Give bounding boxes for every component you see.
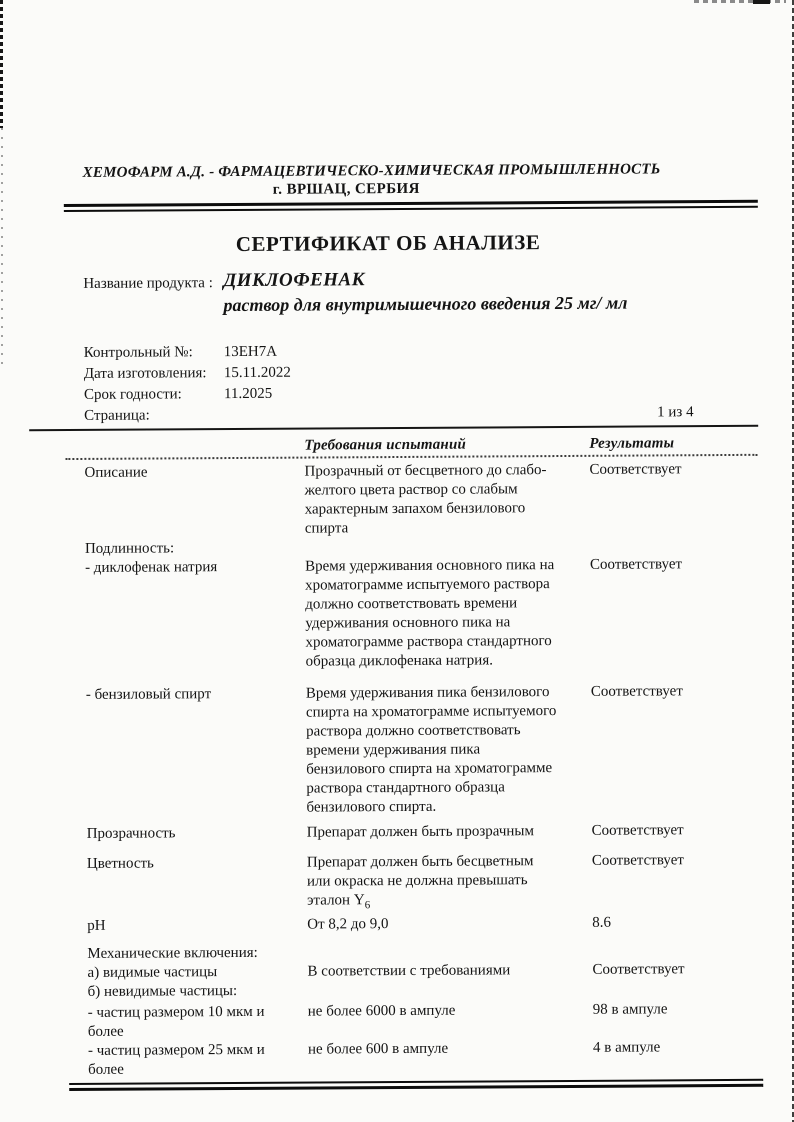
test-requirement: Препарат должен быть бесцветным или окраска не должна превышать эталон $Y_6$ [306,853,534,912]
test-name: Описание [84,464,148,481]
product-section [83,267,792,317]
page-row [84,402,744,427]
expiry-date-label: Срок годности: [83,386,182,403]
test-result: 4 в ампуле [592,1039,661,1056]
test-section-name: Подлинность: [84,540,175,557]
table-header-results: Результаты [589,435,675,452]
page-label: Страница: [84,407,150,424]
test-result: 98 в ампуле [592,1001,668,1018]
test-result: Соответствует [591,852,684,869]
test-name: - диклофенак натрия [84,559,218,576]
table-row-description [84,460,793,540]
company-header [83,161,792,200]
test-name: - частиц размером 10 мкм и более [87,1003,265,1040]
test-requirement: Время удерживания пика бензилового спирта на хроматограмме испытуемого раствора должно соответствовать времени удерживания пика бензилового спирта на хроматограмме раствора стандартного образца бензилового спирта. [305,684,557,816]
product-name-label: Название продукта : [83,275,213,292]
test-name: - частиц размером 25 мкм и более [87,1041,265,1078]
header-double-rule [64,200,758,212]
test-name: а) видимые частицы [87,964,218,981]
table-row-transparency [87,821,794,844]
table-row-particles-25um [88,1038,794,1080]
batch-info [84,339,745,427]
test-result: Соответствует [590,683,683,700]
test-requirement: В соответствии с требованиями [307,962,511,980]
test-requirement: не более 600 в ампуле [307,1040,449,1058]
manufacture-date-label: Дата изготовления: [83,365,207,382]
page-number: 1 из 4 [657,404,694,421]
test-section-name: Механические включения: [87,944,258,962]
test-requirement: От 8,2 до 9,0 [307,916,389,933]
bottom-double-rule [69,1079,763,1091]
product-name: ДИКЛОФЕНАК [223,269,366,292]
company-location: г. ВРШАЦ, СЕРБИЯ [272,180,420,198]
test-requirement: не более 6000 в ампуле [307,1002,456,1020]
test-requirement: Прозрачный от бесцветного до слабо- желтого цвета раствор со слабым характерным запахом бензилового спирта [304,462,547,537]
test-name: Прозрачность [86,825,176,842]
test-result: Соответствует [592,961,685,978]
table-row-invisible-particles-section [88,979,794,1002]
test-result: 8.6 [592,914,612,931]
expiry-date-value: 11.2025 [223,385,273,403]
test-name: Цветность [86,855,154,872]
test-result: Соответствует [591,822,684,839]
test-name: - бензиловый спирт [85,686,212,703]
control-number-value: 13EH7A [223,343,278,361]
table-row-diclofenac-sodium [85,555,794,673]
table-header [84,435,793,456]
table-header-requirements: Требования испытаний [304,436,467,454]
test-name: pH [87,917,106,934]
company-name: ХЕМОФАРМ А.Д. - ФАРМАЦЕВТИЧЕСКО-ХИМИЧЕСКАЯ ПРОМЫШЛЕННОСТЬ [82,161,661,181]
table-row-color [87,851,794,917]
control-number-label: Контрольный №: [83,344,193,361]
etalon-y-subscript: 6 [364,899,371,912]
table-row-benzyl-alcohol [86,682,794,819]
test-requirement: Препарат должен быть прозрачным [306,823,534,841]
manufacture-date-value: 15.11.2022 [223,364,291,382]
product-form: раствор для внутримышечного введения 25 мг/ мл [223,292,628,316]
table-row-particles-10um [88,1000,794,1042]
document-title: СЕРТИФИКАТ ОБ АНАЛИЗЕ [235,230,541,256]
test-table [0,460,794,1081]
test-result: Соответствует [589,461,682,478]
product-value [223,268,627,316]
test-result: Соответствует [589,556,683,573]
test-section-name: б) невидимые частицы: [87,983,238,1000]
test-requirement: Время удерживания основного пика на хроматограмме испытуемого раствора должно соответствовать времени удерживания основного пика на хроматограмме раствора стандартного образца диклофенака натрия. [304,557,555,670]
table-row-ph [87,913,794,936]
